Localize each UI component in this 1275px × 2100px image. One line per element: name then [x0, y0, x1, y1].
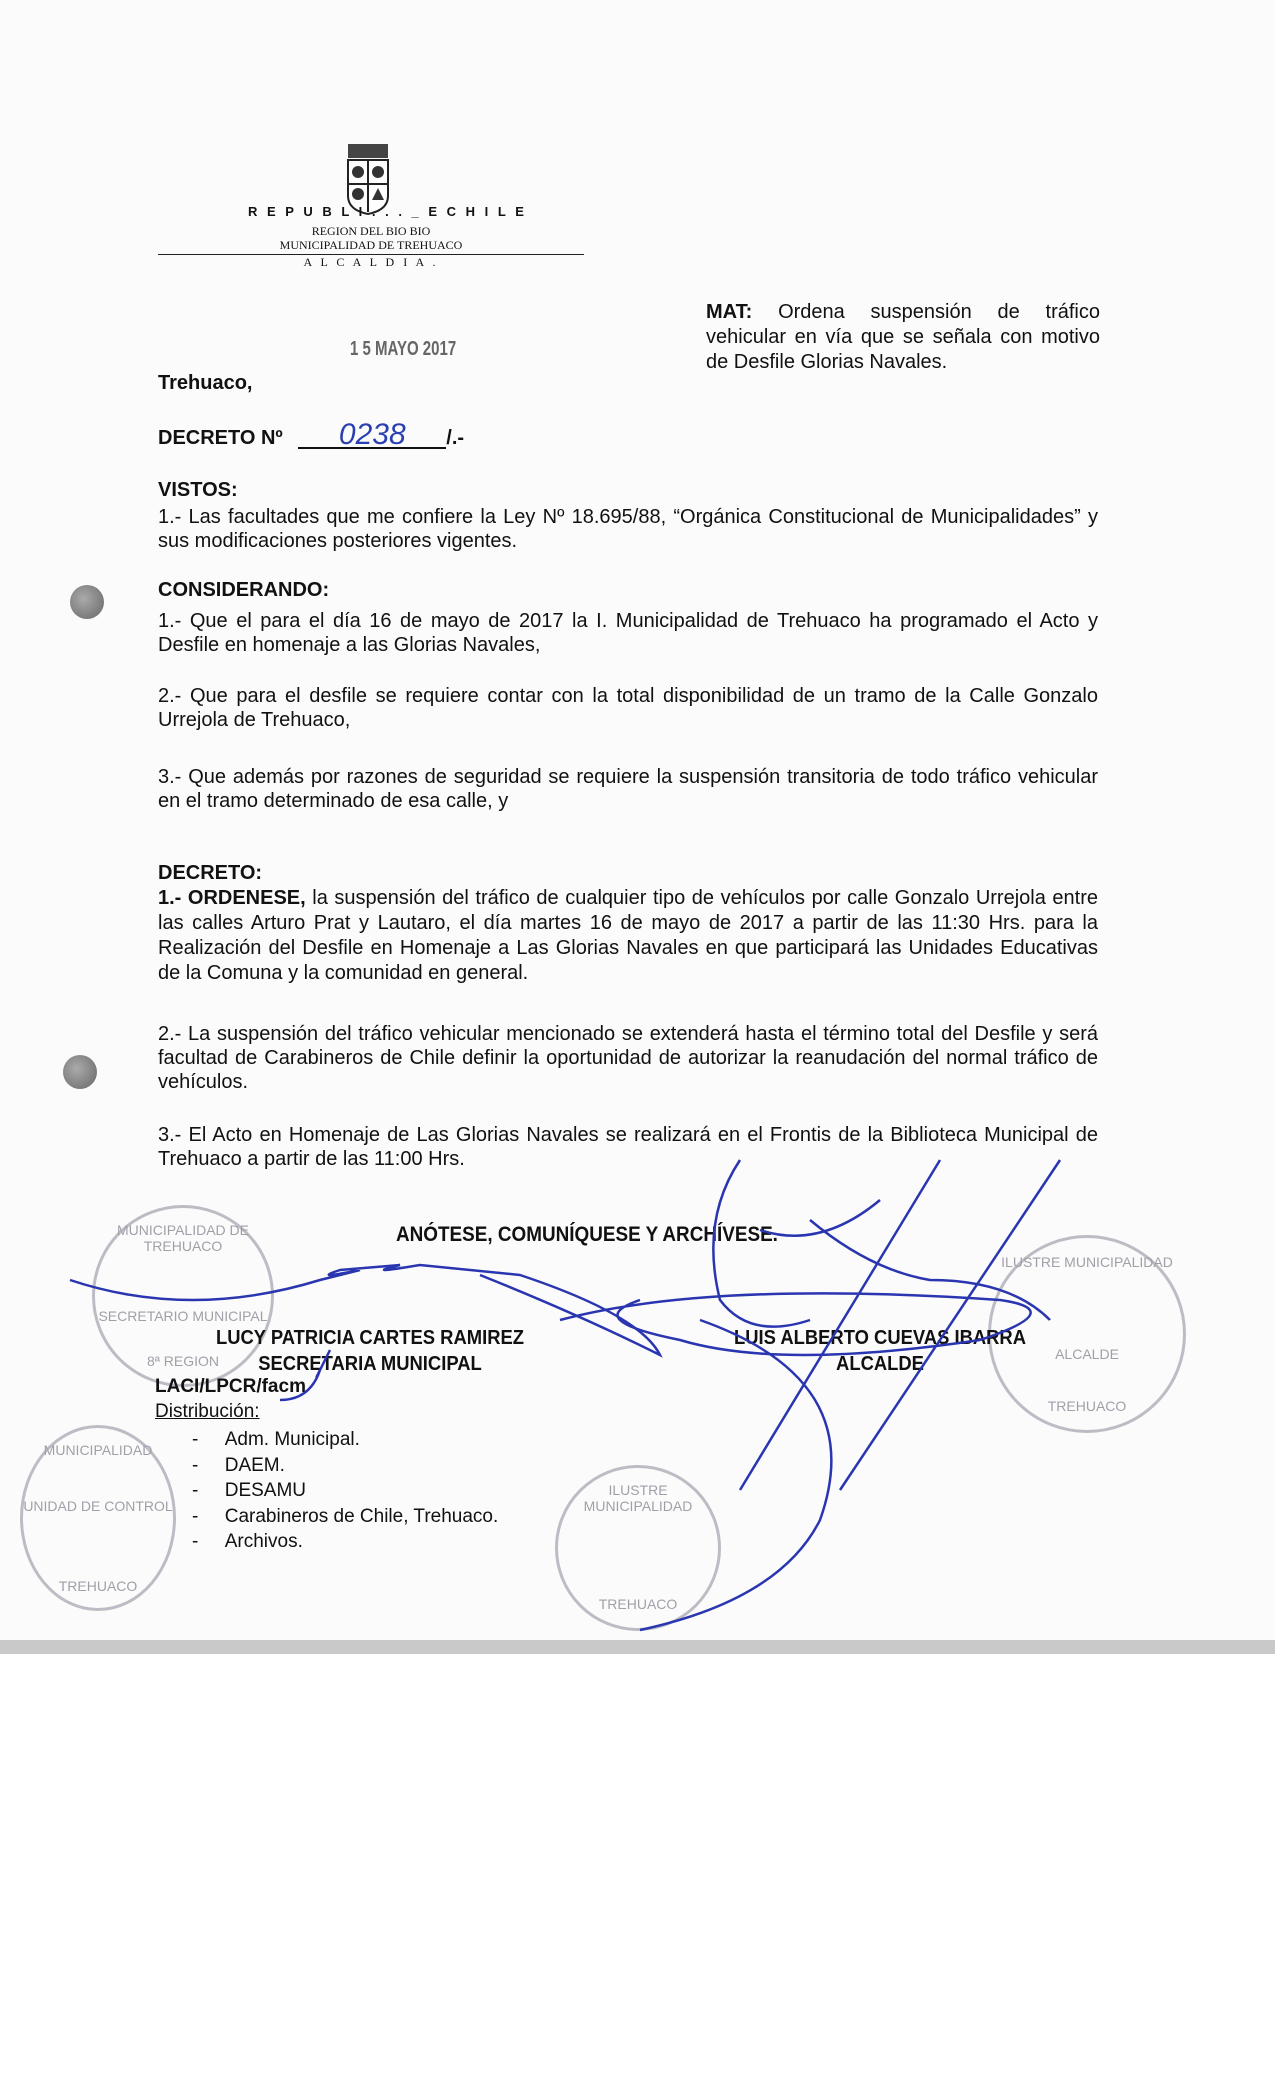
closing-text: ANÓTESE, COMUNÍQUESE Y ARCHÍVESE.	[396, 1223, 778, 1246]
signatory-name: LUIS ALBERTO CUEVAS IBARRA	[733, 1327, 1027, 1349]
considerando-item: 1.- Que el para el día 16 de mayo de 2017 la I. Municipalidad de Trehuaco ha programado el Acto y Desfile en homenaje a las Glorias Navales,	[158, 610, 1098, 656]
signatory-role: SECRETARIA MUNICIPAL	[258, 1353, 482, 1375]
decreto-item-1-text: la suspensión del tráfico de cualquier tipo de vehículos por calle Gonzalo Urrejola entre las calles Arturo Prat y Lautaro, el día martes 16 de mayo de 2017 a partir de las 11:30 Hrs. para la Realización del Desfile en Homenaje a Las Glorias Navales en que participará las Unidades Educativas de la Comuna y la comunidad en general.	[158, 887, 1098, 984]
distribution-item: - Adm. Municipal.	[192, 1429, 360, 1450]
decree-number: 0238	[298, 423, 446, 449]
date-stamp: 1 5 MAYO 2017	[350, 338, 457, 360]
decreto-item-1	[158, 886, 1098, 986]
distribution-item: - DAEM.	[192, 1454, 285, 1476]
vistos-text: 1.- Las facultades que me confiere la Ley Nº 18.695/88, “Orgánica Constitucional de Municipalidades” y sus modificaciones posteriores vigentes.	[158, 506, 1098, 552]
decree-suffix: /.-	[446, 427, 465, 449]
punch-hole	[70, 585, 104, 619]
decree-number-line	[158, 418, 465, 451]
subject-label: MAT:	[706, 301, 753, 323]
signatory-role: ALCALDE	[836, 1353, 924, 1375]
vistos-heading: VISTOS:	[158, 479, 238, 501]
distribution-item: - Archivos.	[192, 1531, 303, 1552]
punch-hole	[63, 1055, 97, 1089]
header-block	[158, 224, 584, 269]
signatory-name: LUCY PATRICIA CARTES RAMIREZ	[215, 1327, 525, 1349]
region-label: REGION DEL BIO BIO	[311, 224, 431, 238]
considerando-item: 3.- Que además por razones de seguridad se requiere la suspensión transitoria de todo tráfico vehicular en el tramo determinado de esa calle, y	[158, 766, 1098, 812]
office-label: A L C A L D I A .	[158, 254, 584, 269]
initials: LACI/LPCR/facm	[155, 1376, 306, 1397]
considerando-heading: CONSIDERANDO:	[158, 579, 330, 601]
decreto-item-3: 3.- El Acto en Homenaje de Las Glorias Navales se realizará en el Frontis de la Biblioteca Municipal de Trehuaco a partir de las 11:00 Hrs.	[158, 1124, 1098, 1170]
decree-label: DECRETO Nº	[158, 427, 283, 449]
subject-block	[706, 300, 1100, 375]
decreto-item-2: 2.- La suspensión del tráfico vehicular mencionado se extenderá hasta el término total del Desfile y será facultad de Carabineros de Chile definir la oportunidad de autorizar la reanudación del normal tráfico de vehículos.	[158, 1023, 1098, 1093]
municipality-label: MUNICIPALIDAD DE TREHUACO	[279, 238, 463, 252]
distribution-heading: Distribución:	[155, 1401, 260, 1422]
distribution-item: - Carabineros de Chile, Trehuaco.	[192, 1505, 499, 1527]
handwritten-signatures	[0, 1140, 1275, 1640]
country-label: R E P U B L I . . . _ E C H I L E	[248, 204, 527, 219]
distribution-item: - DESAMU	[192, 1480, 307, 1501]
mayor-stamp: ILUSTRE MUNICIPALIDAD ALCALDE TREHUACO	[988, 1235, 1186, 1433]
control-stamp: MUNICIPALIDAD UNIDAD DE CONTROL TREHUACO	[20, 1425, 176, 1611]
decreto-item-1-lead: 1.- ORDENESE,	[158, 887, 306, 909]
secretary-stamp: MUNICIPALIDAD DE TREHUACO SECRETARIO MUNICIPAL 8ª REGION	[92, 1205, 274, 1387]
bottom-stamp: ILUSTRE MUNICIPALIDAD TREHUACO	[555, 1465, 721, 1631]
decreto-heading: DECRETO:	[158, 862, 263, 884]
considerando-item: 2.- Que para el desfile se requiere contar con la total disponibilidad de un tramo de la Calle Gonzalo Urrejola de Trehuaco,	[158, 685, 1098, 731]
subject-text: Ordena suspensión de tráfico vehicular en vía que se señala con motivo de Desfile Glorias Navales.	[706, 301, 1100, 373]
place-label: Trehuaco,	[158, 372, 253, 394]
page-edge	[0, 1640, 1275, 1654]
